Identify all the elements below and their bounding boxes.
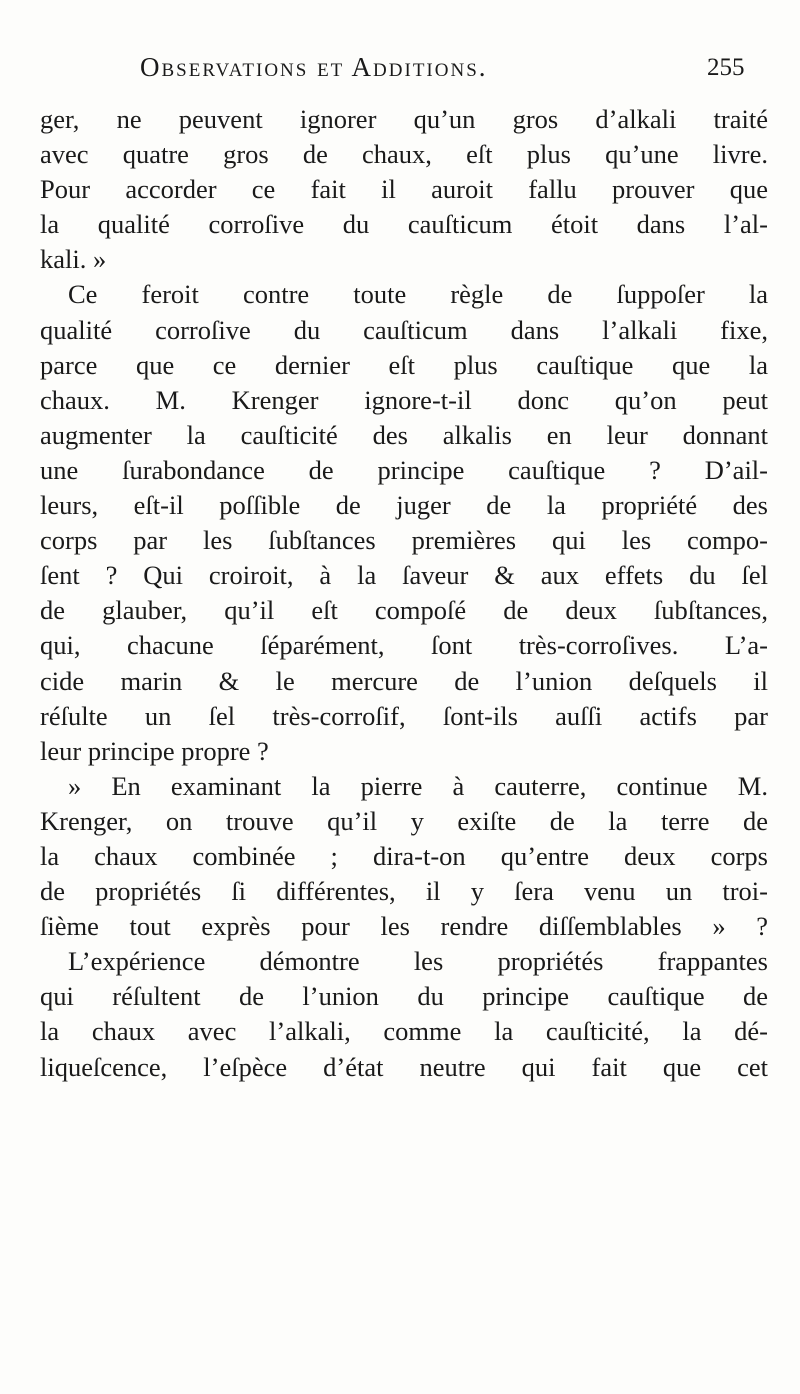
page-number: 255 bbox=[707, 54, 745, 81]
text-line: parce que ce dernier eſt plus cauſtique que la bbox=[40, 349, 768, 380]
text-line: cide marin & le mercure de l’union deſquels il bbox=[40, 665, 768, 696]
text-line: chaux. M. Krenger ignore-t-il donc qu’on peut bbox=[40, 384, 768, 415]
running-header bbox=[0, 52, 800, 92]
text-line: avec quatre gros de chaux, eſt plus qu’une livre. bbox=[40, 139, 768, 170]
text-line: la chaux avec l’alkali, comme la cauſticité, la dé- bbox=[40, 1016, 768, 1047]
text-line: augmenter la cauſticité des alkalis en leur donnant bbox=[40, 419, 768, 450]
text-line: ſième tout exprès pour les rendre diſſemblables » ? bbox=[40, 911, 768, 942]
body-text bbox=[40, 102, 768, 1085]
text-line: Pour accorder ce fait il auroit fallu prouver que bbox=[40, 174, 768, 205]
text-line: une ſurabondance de principe cauſtique ? D’ail- bbox=[40, 454, 768, 485]
text-line: la chaux combinée ; dira-t-on qu’entre deux corps bbox=[40, 840, 768, 871]
text-line: réſulte un ſel très-corroſif, ſont-ils auſſi actifs par bbox=[40, 700, 768, 731]
text-line: corps par les ſubſtances premières qui les compo- bbox=[40, 525, 768, 556]
text-line: kali. » bbox=[40, 244, 107, 275]
text-line: Krenger, on trouve qu’il y exiſte de la terre de bbox=[40, 805, 768, 836]
text-line: de propriétés ſi différentes, il y ſera venu un troi- bbox=[40, 876, 768, 907]
text-line: liqueſcence, l’eſpèce d’état neutre qui fait que cet bbox=[40, 1051, 768, 1082]
text-line: leur principe propre ? bbox=[40, 735, 269, 766]
text-line: de glauber, qu’il eſt compoſé de deux ſubſtances, bbox=[40, 595, 768, 626]
text-line: leurs, eſt-il poſſible de juger de la propriété des bbox=[40, 490, 768, 521]
text-line: qui réſultent de l’union du principe cauſtique de bbox=[40, 981, 768, 1012]
text-line: qualité corroſive du cauſticum dans l’alkali fixe, bbox=[40, 314, 768, 345]
text-line: ger, ne peuvent ignorer qu’un gros d’alkali traité bbox=[40, 104, 768, 134]
text-line: la qualité corroſive du cauſticum étoit dans l’al- bbox=[40, 209, 768, 240]
text-line: ſent ? Qui croiroit, à la ſaveur & aux effets du ſel bbox=[40, 560, 768, 591]
text-line: L’expérience démontre les propriétés frappantes bbox=[68, 946, 768, 977]
text-line: Ce feroit contre toute règle de ſuppoſer la bbox=[68, 279, 768, 310]
running-title: Observations et Additions. bbox=[140, 52, 488, 82]
text-line: » En examinant la pierre à cauterre, continue M. bbox=[68, 770, 768, 801]
text-line: qui, chacune ſéparément, ſont très-corroſives. L’a- bbox=[40, 630, 768, 661]
